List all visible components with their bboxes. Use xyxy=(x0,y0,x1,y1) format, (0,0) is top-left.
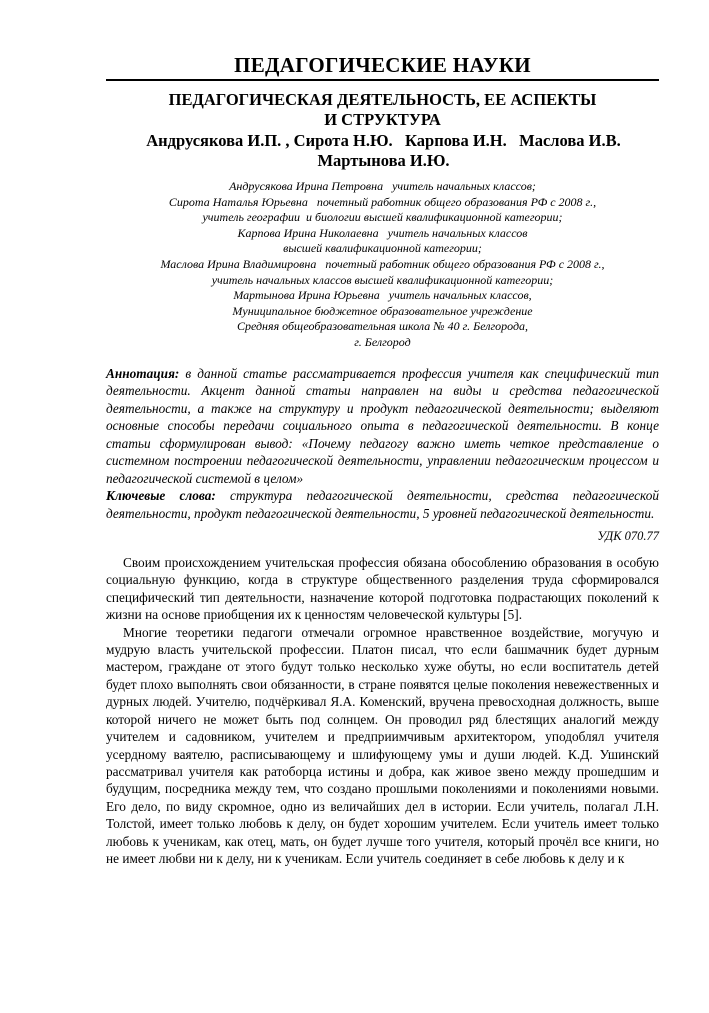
affiliation-line: Маслова Ирина Владимировна почетный работник общего образования РФ с 2008 г., xyxy=(160,256,605,271)
abstract-text: в данной статье рассматривается профессия учителя как специфический тип деятельности. Акцент данной статьи направлен на виды и средства педагогической деятельности, а также на структуру и продукт педагогической деятельности; выделяют основные способы передачи социального опыта в педагогической деятельности. В конце статьи сформулирован вывод: «Почему педагогу важно иметь четкое представление о системном построении педагогической деятельности, управлении педагогическим процессом и педагогической системой в целом» xyxy=(106,365,659,486)
udk-code: УДК 070.77 xyxy=(597,529,659,544)
authors xyxy=(104,131,663,171)
article-body xyxy=(106,554,659,867)
body-paragraph: Своим происхождением учительская профессия обязана обособлению образования в особую социальную функцию, когда в структуре общественного разделения труда сформировался специфический тип деятельности, назначение которой подготовка подрастающих поколений к жизни на основе приобщения их к ценностям человеческой культуры [5]. xyxy=(106,555,659,623)
article-title xyxy=(106,90,659,130)
title-divider xyxy=(106,79,659,81)
affiliation-line: Сирота Наталья Юрьевна почетный работник общего образования РФ с 2008 г., xyxy=(168,194,597,209)
article-title-line: И СТРУКТУРА xyxy=(324,110,441,129)
authors-line: Мартынова И.Ю. xyxy=(317,151,450,170)
abstract-label: Аннотация: xyxy=(106,365,180,381)
affiliation-line: Муниципальное бюджетное образовательное учреждение xyxy=(232,303,533,318)
affiliation-line: учитель географии и биологии высшей квалификационной категории; xyxy=(202,210,563,225)
section-title: ПЕДАГОГИЧЕСКИЕ НАУКИ xyxy=(234,53,531,77)
body-paragraph: Многие теоретики педагоги отмечали огромное нравственное воздействие, могучую и мудрую власть учительской профессии. Платон писал, что если башмачник будет дурным мастером, граждане от этого будут только несколько хуже обуты, но если воспитатель детей будет плохо выполнять свои обязанности, в стране появятся целые поколения невежественных и дурных людей. Учителю, подчёркивал Я.А. Коменский, вручена превосходная должность, выше которой ничего не может быть под солнцем. Он проводил ряд блестящих аналогий между учителем и садовником, учителем и предприимчивым архитектором, уподоблял учителя усердному ваятелю, расписывающему и шлифующему умы и души людей. К.Д. Ушинский рассматривал учителя как ратоборца истины и добра, как живое звено между прошедшим и будущим, посредника между тем, что создано прошлыми поколениями и поколениями новыми. Его дело, по виду скромное, одно из величайших дел в истории. Если учитель, полагал Л.Н. Толстой, имеет только любовь к делу, он будет хорошим учителем. Если учитель имеет только любовь к ученикам, как отец, мать, он будет лучше того учителя, который прочёл все книги, но не имеет любви ни к делу, ни к ученикам. Если учитель соединяет в себе любовь к делу и к xyxy=(106,624,659,866)
abstract xyxy=(106,365,659,523)
affiliation-line: Карпова Ирина Николаевна учитель начальных классов xyxy=(237,225,528,240)
affiliation-line: учитель начальных классов высшей квалификационной категории; xyxy=(211,272,554,287)
authors-line: Андрусякова И.П. , Сирота Н.Ю. Карпова И.Н. Маслова И.В. xyxy=(146,131,621,150)
affiliation-line: Андрусякова Ирина Петровна учитель начальных классов; xyxy=(229,179,536,193)
affiliation-line: высшей квалификационной категории; xyxy=(283,241,482,256)
article-title-line: ПЕДАГОГИЧЕСКАЯ ДЕЯТЕЛЬНОСТЬ, ЕЕ АСПЕКТЫ xyxy=(168,90,597,109)
affiliation-line: г. Белгород xyxy=(354,334,411,349)
affiliation-line: Средняя общеобразовательная школа № 40 г. Белгорода, xyxy=(236,319,529,334)
keywords-label: Ключевые слова: xyxy=(106,488,216,504)
keywords-text: структура педагогической деятельности, средства педагогической деятельности, продукт педагогической деятельности, 5 уровней педагогической деятельности. xyxy=(106,488,660,521)
affiliation-line: Мартынова Ирина Юрьевна учитель начальных классов, xyxy=(233,288,532,303)
affiliations xyxy=(106,179,659,351)
